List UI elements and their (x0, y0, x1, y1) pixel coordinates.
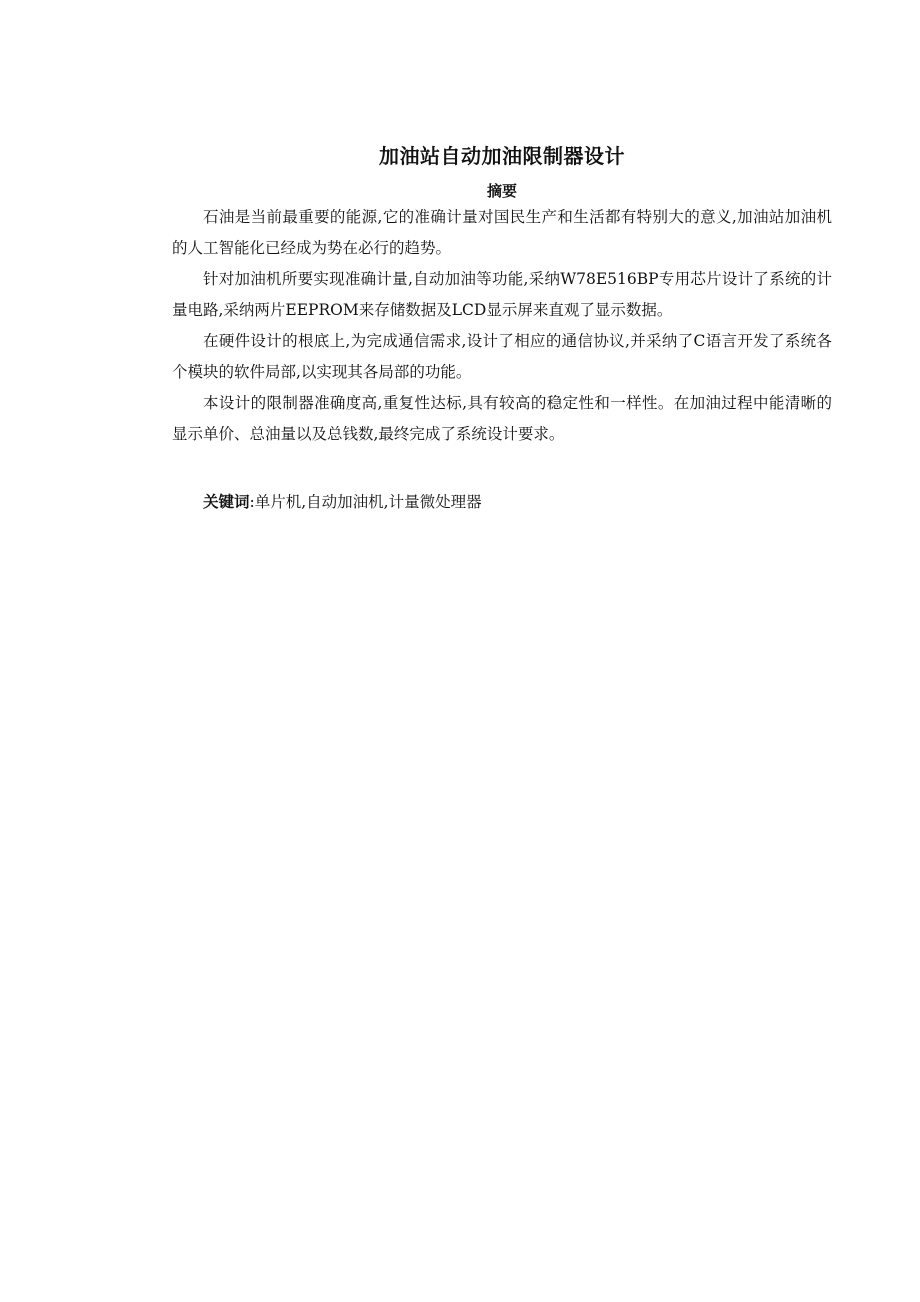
abstract-paragraph-3: 在硬件设计的根底上,为完成通信需求,设计了相应的通信协议,并采纳了C语言开发了系统各个模块的软件局部,以实现其各局部的功能。 (172, 332, 832, 381)
abstract-paragraph-1: 石油是当前最重要的能源,它的准确计量对国民生产和生活都有特别大的意义,加油站加油机的人工智能化已经成为势在必行的趋势。 (172, 208, 832, 257)
keywords-label: 关键词 (203, 493, 250, 511)
document-title: 加油站自动加油限制器设计 (379, 144, 625, 168)
keywords-text: :单片机,自动加油机,计量微处理器 (249, 493, 482, 511)
abstract-paragraph-2: 针对加油机所要实现准确计量,自动加油等功能,采纳W78E516BP专用芯片设计了系统的计量电路,采纳两片EEPROM来存储数据及LCD显示屏来直观了显示数据。 (172, 270, 832, 319)
abstract-paragraph-4: 本设计的限制器准确度高,重复性达标,具有较高的稳定性和一样性。在加油过程中能清晰的显示单价、总油量以及总钱数,最终完成了系统设计要求。 (172, 394, 832, 443)
abstract-heading: 摘要 (486, 182, 517, 200)
document-page (172, 142, 832, 518)
keywords-line (172, 487, 832, 518)
